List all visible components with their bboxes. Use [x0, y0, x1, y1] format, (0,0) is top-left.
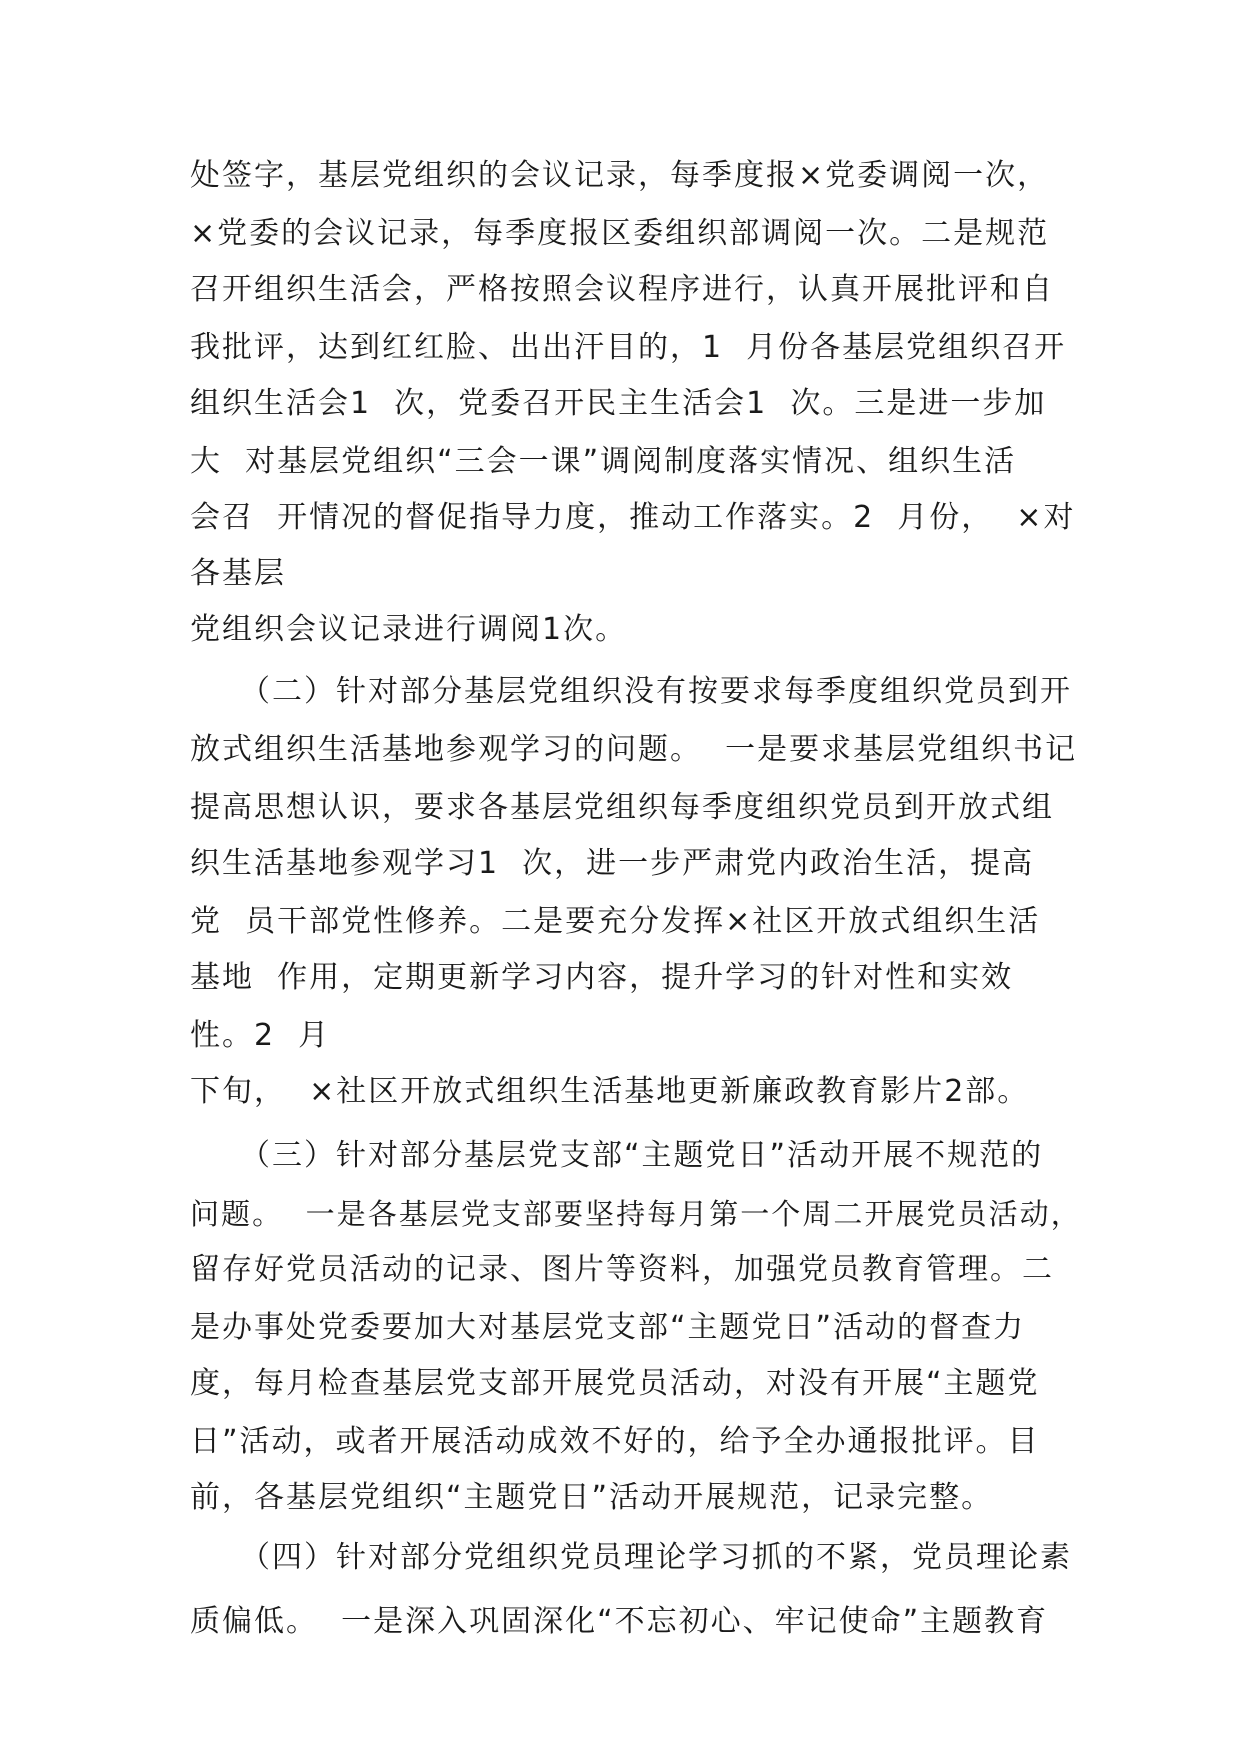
text-line: 下旬， ×社区开放式组织生活基地更新廉政教育影片2部。: [190, 1074, 1030, 1109]
text-line: （四）针对部分党组织党员理论学习抓的不紧，党员理论素: [240, 1540, 1072, 1575]
text-line: 大 对基层党组织“三会一课”调阅制度落实情况、组织生活: [190, 444, 1017, 479]
text-line: 放式组织生活基地参观学习的问题。 一是要求基层党组织书记: [190, 732, 1078, 767]
text-line: 组织生活会1 次，党委召开民主生活会1 次。三是进一步加: [190, 386, 1047, 421]
text-line: 质偏低。 一是深入巩固深化“不忘初心、牢记使命”主题教育: [190, 1604, 1049, 1639]
text-line: 各基层: [190, 556, 286, 591]
text-line: 前，各基层党组织“主题党日”活动开展规范，记录完整。: [190, 1480, 994, 1515]
text-line: 基地 作用，定期更新学习内容，提升学习的针对性和实效: [190, 960, 1014, 995]
text-line: （三）针对部分基层党支部“主题党日”活动开展不规范的: [240, 1138, 1044, 1173]
text-line: 提高思想认识，要求各基层党组织每季度组织党员到开放式组: [190, 790, 1054, 825]
text-line: （二）针对部分基层党组织没有按要求每季度组织党员到开: [240, 674, 1072, 709]
text-line: 留存好党员活动的记录、图片等资料，加强党员教育管理。二: [190, 1252, 1054, 1287]
text-line: 问题。 一是各基层党支部要坚持每月第一个周二开展党员活动，: [190, 1197, 1082, 1231]
text-line: 织生活基地参观学习1 次，进一步严肃党内政治生活，提高: [190, 846, 1035, 881]
text-line: 党组织会议记录进行调阅1次。: [190, 612, 628, 647]
text-line: ×党委的会议记录，每季度报区委组织部调阅一次。二是规范: [190, 216, 1050, 251]
text-line: 会召 开情况的督促指导力度，推动工作落实。2 月份， ×对: [190, 500, 1076, 535]
text-line: 是办事处党委要加大对基层党支部“主题党日”活动的督查力: [190, 1310, 1026, 1345]
text-line: 处签字，基层党组织的会议记录，每季度报×党委调阅一次，: [190, 158, 1050, 193]
text-line: 我批评，达到红红脸、出出汗目的，1 月份各基层党组织召开: [190, 330, 1067, 365]
text-line: 性。2 月: [190, 1018, 331, 1053]
text-line: 度，每月检查基层党支部开展党员活动，对没有开展“主题党: [190, 1366, 1040, 1401]
text-line: 日”活动，或者开展活动成效不好的，给予全办通报批评。目: [190, 1424, 1040, 1459]
text-line: 召开组织生活会，严格按照会议程序进行，认真开展批评和自: [190, 272, 1054, 307]
text-line: 党 员干部党性修养。二是要充分发挥×社区开放式组织生活: [190, 904, 1041, 939]
